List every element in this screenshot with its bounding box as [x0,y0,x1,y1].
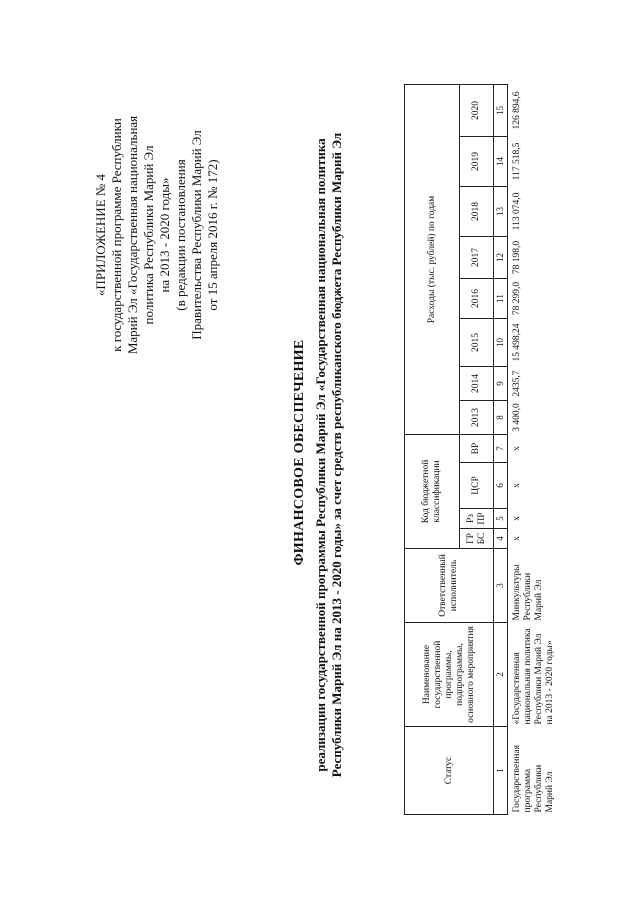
header-year: 2013 [460,401,494,435]
appendix-block [93,85,221,385]
appendix-line: на 2013 - 2020 годы» [157,177,172,293]
header-rzpr: Рз ПР [460,509,494,529]
row-value: 117 518,5 [512,142,522,181]
row-grbs: x [512,536,522,541]
column-number: 14 [494,137,508,187]
header-budget-code: Код бюджетной классификации [405,435,460,549]
column-number: 11 [494,279,508,319]
column-number: 15 [494,85,508,137]
row-value: 113 074,0 [512,192,522,231]
row-name: «Государственная национальная политика Республики Марий Эл на 2013 - 2020 годы» [512,628,555,725]
header-executor: Ответственный исполнитель [405,549,494,623]
column-number: 10 [494,319,508,367]
row-executor: Минкультуры Республики Марий Эл [512,564,544,621]
appendix-line: «ПРИЛОЖЕНИЕ № 4 [93,173,108,297]
column-number-row [494,85,508,815]
column-number: 12 [494,237,508,279]
row-value: 2435,7 [512,370,522,397]
header-year: 2017 [460,237,494,279]
header-name: Наименование государственной программы, подпрограммы, основного мероприятия [405,623,494,727]
row-value: 78 299,0 [512,281,522,316]
header-year: 2016 [460,279,494,319]
header-expenses: Расходы (тыс. рублей) по годам [405,85,460,435]
header-year: 2018 [460,187,494,237]
header-year: 2020 [460,85,494,137]
row-rzpr: x [512,516,522,521]
column-number: 1 [494,727,508,815]
column-number: 6 [494,463,508,509]
header-grbs: ГР БС [460,529,494,549]
row-value: 78 198,0 [512,240,522,275]
document-subtitle [313,75,345,835]
row-csr: x [512,483,522,488]
financing-table [404,84,557,815]
appendix-line: политика Республики Марий Эл [141,145,156,325]
table-row [508,85,558,815]
appendix-line: Правительства Республики Марий Эл [189,130,204,340]
appendix-line: к государственной программе Республики [109,118,124,352]
subtitle-line: Республики Марий Эл на 2013 - 2020 годы» за счет средств республиканского бюджета Республики Марий Эл [329,132,344,778]
header-csr: ЦСР [460,463,494,509]
column-number: 2 [494,623,508,727]
column-number: 7 [494,435,508,463]
appendix-line: от 15 апреля 2016 г. № 172) [205,159,220,311]
column-number: 13 [494,187,508,237]
column-number: 4 [494,529,508,549]
appendix-line: (в редакции постановления [173,159,188,311]
header-year: 2019 [460,137,494,187]
row-vr: x [512,446,522,451]
column-number: 5 [494,509,508,529]
header-vr: ВР [460,435,494,463]
header-year: 2015 [460,319,494,367]
column-number: 3 [494,549,508,623]
row-value: 3 400,0 [512,403,522,432]
document-title: ФИНАНСОВОЕ ОБЕСПЕЧЕНИЕ [292,339,307,566]
appendix-line: Марий Эл «Государственная национальная [125,115,140,355]
column-number: 8 [494,401,508,435]
header-year: 2014 [460,367,494,401]
column-number: 9 [494,367,508,401]
row-value: 126 894,6 [512,91,522,130]
row-value: 15 498,24 [512,323,522,362]
header-status: Статус [405,727,494,815]
subtitle-line: реализации государственной программы Республики Марий Эл «Государственная национальная политика [313,138,328,772]
row-status: Государственная программа Республики Марий Эл [512,745,555,813]
